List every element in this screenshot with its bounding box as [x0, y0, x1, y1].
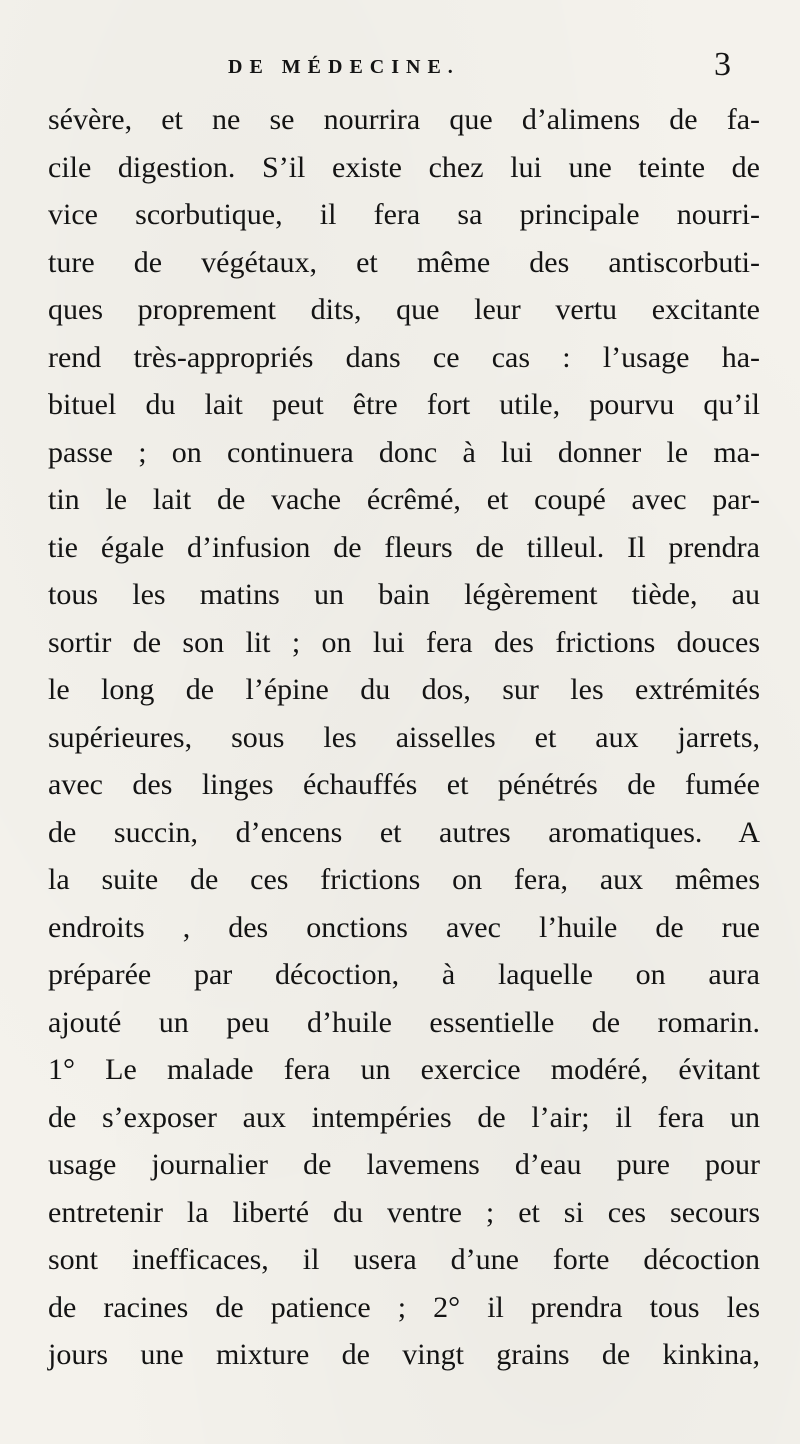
- text-line: usage journalier de lavemens d’eau pure pour: [48, 1148, 760, 1181]
- text-line: sont inefficaces, il usera d’une forte décoction: [48, 1243, 760, 1276]
- text-line: ques proprement dits, que leur vertu excitante: [48, 293, 760, 326]
- text-line: tin le lait de vache écrêmé, et coupé avec par-: [48, 483, 760, 516]
- text-line: rend très-appropriés dans ce cas : l’usage ha-: [48, 340, 760, 374]
- running-title: DE MÉDECINE.: [228, 56, 460, 78]
- text-line: la suite de ces frictions on fera, aux mêmes: [48, 863, 760, 896]
- text-line: sévère, et ne se nourrira que d’alimens de fa-: [48, 103, 760, 136]
- text-line: tie égale d’infusion de fleurs de tilleul. Il prendra: [48, 530, 760, 564]
- text-line: vice scorbutique, il fera sa principale nourri-: [48, 198, 760, 231]
- text-line: de racines de patience ; 2° il prendra tous les: [48, 1290, 760, 1324]
- text-line: cile digestion. S’il existe chez lui une teinte de: [48, 150, 760, 184]
- page-number: 3: [714, 46, 731, 83]
- text-line: de succin, d’encens et autres aromatiques. A: [48, 815, 760, 849]
- text-line: ture de végétaux, et même des antiscorbuti-: [48, 245, 760, 279]
- text-line: bituel du lait peut être fort utile, pourvu qu’il: [48, 388, 760, 421]
- text-line: 1° Le malade fera un exercice modéré, évitant: [48, 1053, 760, 1086]
- running-head: [0, 46, 800, 90]
- text-line: avec des linges échauffés et pénétrés de fumée: [48, 768, 760, 801]
- text-line: sortir de son lit ; on lui fera des frictions douces: [48, 625, 760, 659]
- text-line: préparée par décoction, à laquelle on aura: [48, 958, 760, 991]
- text-line: de s’exposer aux intempéries de l’air; il fera un: [48, 1100, 760, 1134]
- text-line: tous les matins un bain légèrement tiède, au: [48, 578, 760, 611]
- text-line: passe ; on continuera donc à lui donner le ma-: [48, 435, 760, 469]
- text-line: ajouté un peu d’huile essentielle de romarin.: [48, 1005, 760, 1039]
- text-line: le long de l’épine du dos, sur les extrémités: [48, 673, 760, 706]
- body-text: [48, 96, 760, 1379]
- text-line: endroits , des onctions avec l’huile de rue: [48, 910, 760, 944]
- text-line: entretenir la liberté du ventre ; et si ces secours: [48, 1195, 760, 1229]
- text-line: supérieures, sous les aisselles et aux jarrets,: [48, 720, 760, 754]
- text-line: jours une mixture de vingt grains de kinkina,: [48, 1338, 760, 1371]
